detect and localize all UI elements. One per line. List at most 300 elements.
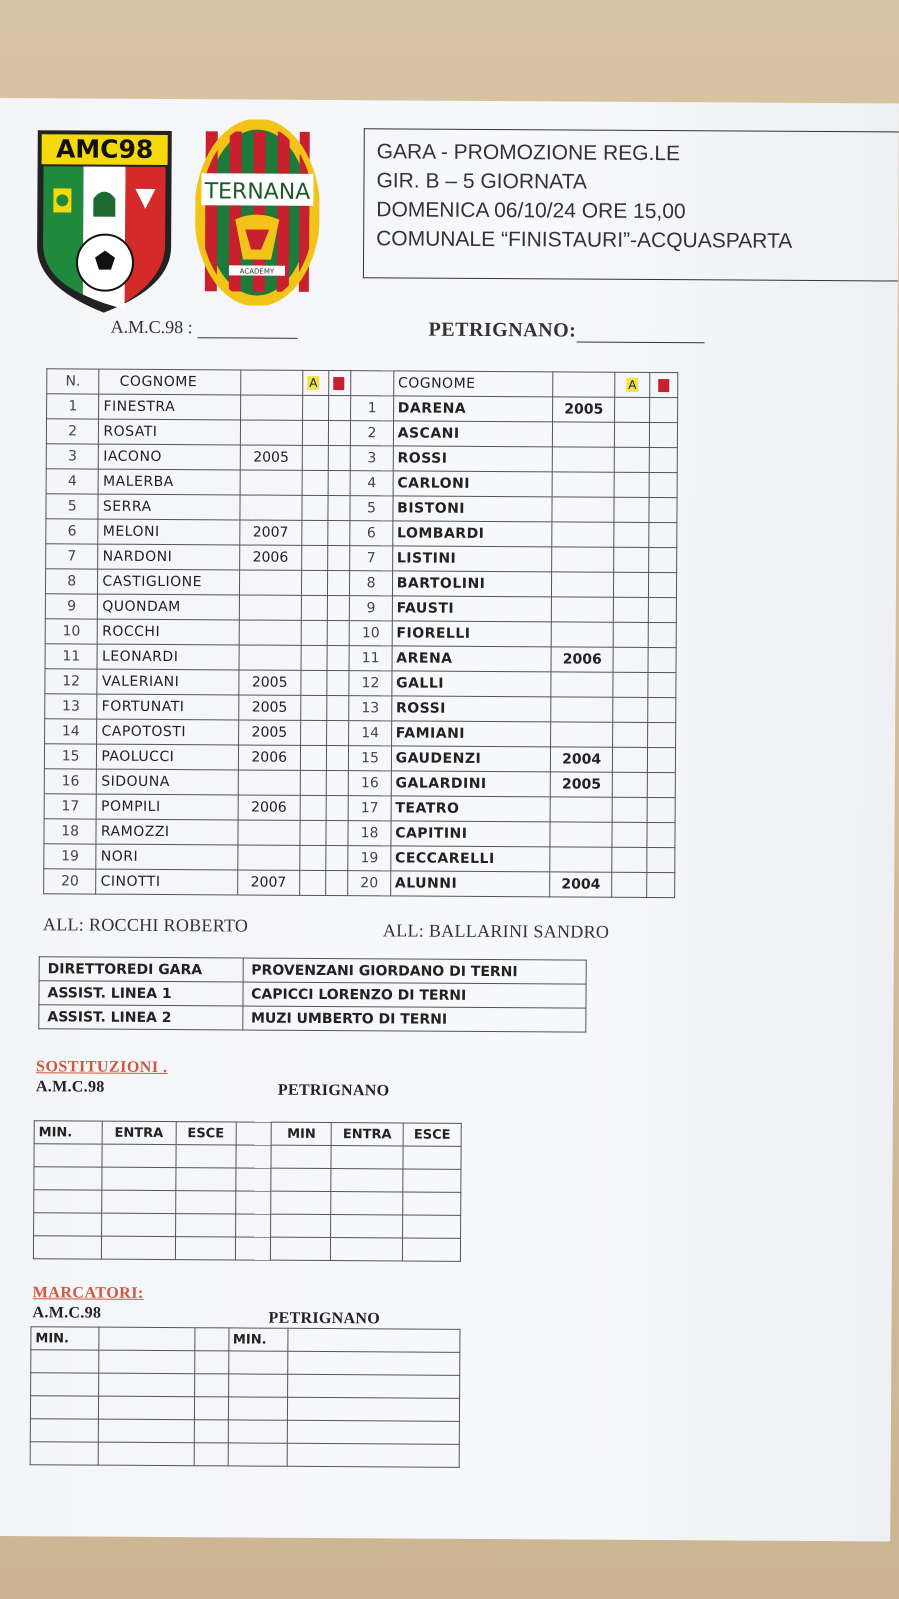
away-player-name: ROSSI [393, 446, 552, 472]
away-player-year [552, 447, 615, 472]
roster-row [44, 794, 675, 823]
away-expulsion-cell [649, 472, 677, 497]
home-warning-cell [301, 720, 327, 745]
away-expulsion-cell [647, 697, 675, 722]
home-player-year: 2006 [239, 545, 302, 570]
header-year-home [240, 370, 303, 395]
away-player-name: LISTINI [392, 546, 551, 572]
away-player-year: 2006 [551, 647, 614, 672]
home-warning-cell [301, 645, 327, 670]
home-player-number: 5 [46, 494, 99, 519]
home-expulsion-cell [327, 671, 349, 696]
away-warning-cell [615, 422, 649, 447]
home-team-name: A.M.C.98 : [110, 316, 193, 338]
home-expulsion-cell [326, 771, 348, 796]
home-warning-cell [302, 420, 328, 445]
roster-row [44, 819, 675, 848]
home-player-number: 2 [46, 419, 99, 444]
home-player-number: 8 [45, 569, 98, 594]
roster-table [43, 368, 678, 898]
away-player-year [551, 672, 614, 697]
away-expulsion-cell [646, 872, 674, 897]
substitutions-cell[interactable] [235, 1168, 271, 1191]
scorers-cell[interactable] [228, 1397, 288, 1420]
home-player-name: CASTIGLIONE [98, 569, 239, 595]
home-player-year: 2005 [238, 720, 301, 745]
away-player-number: 18 [348, 821, 390, 846]
substitutions-cell[interactable] [33, 1236, 101, 1259]
away-player-year [552, 547, 615, 572]
away-player-name: FAMIANI [391, 721, 550, 747]
away-warning-cell [613, 772, 647, 797]
substitutions-row [33, 1236, 460, 1262]
away-warning-cell [615, 447, 649, 472]
roster-row [45, 719, 676, 748]
header-e-away: E [649, 372, 677, 397]
home-player-name: LEONARDI [97, 644, 238, 670]
scorers-cell[interactable] [98, 1373, 194, 1397]
scorers-cell[interactable] [99, 1350, 195, 1374]
scorers-cell[interactable] [228, 1351, 288, 1374]
svg-text:AMC98: AMC98 [55, 134, 154, 164]
away-team-label [429, 319, 705, 344]
scorers-title: MARCATORI: [32, 1284, 144, 1302]
away-player-name: BISTONI [393, 496, 552, 522]
away-player-year [550, 847, 613, 872]
home-warning-cell [301, 595, 327, 620]
scorers-cell[interactable] [194, 1397, 228, 1420]
venue-line: COMUNALE “FINISTAURI”-ACQUASPARTA [376, 227, 793, 253]
home-player-number: 6 [46, 519, 99, 544]
home-expulsion-cell [328, 571, 350, 596]
scorers-row [30, 1396, 459, 1422]
substitutions-header-cell [236, 1122, 272, 1145]
substitutions-cell[interactable] [271, 1214, 331, 1237]
away-player-year: 2005 [552, 397, 615, 422]
substitutions-cell[interactable] [102, 1167, 176, 1190]
home-player-name: IACONO [99, 444, 240, 470]
scorers-cell[interactable] [30, 1442, 98, 1465]
svg-text:ACADEMY: ACADEMY [239, 267, 275, 276]
home-player-number: 10 [45, 619, 98, 644]
home-warning-cell [300, 870, 326, 895]
away-expulsion-cell [648, 672, 676, 697]
roster-row [45, 694, 676, 723]
away-warning-cell [614, 572, 648, 597]
substitutions-cell[interactable] [271, 1168, 331, 1191]
substitutions-cell[interactable] [403, 1169, 461, 1192]
scorers-cell[interactable] [288, 1374, 460, 1398]
home-expulsion-cell [326, 796, 348, 821]
away-warning-cell [612, 847, 646, 872]
official-role: ASSIST. LINEA 2 [39, 1005, 243, 1030]
home-warning-cell [301, 670, 327, 695]
away-expulsion-cell [647, 747, 675, 772]
substitutions-table [33, 1120, 462, 1262]
substitutions-header-cell: ENTRA [102, 1121, 176, 1144]
home-warning-cell [300, 795, 326, 820]
scorers-cell[interactable] [288, 1397, 460, 1421]
substitutions-cell[interactable] [403, 1146, 461, 1169]
away-expulsion-cell [649, 397, 677, 422]
home-expulsion-cell [326, 846, 348, 871]
substitutions-cell[interactable] [235, 1191, 271, 1214]
home-warning-cell [301, 620, 327, 645]
away-warning-cell [615, 472, 649, 497]
substitutions-header-cell: ESCE [403, 1123, 461, 1146]
home-player-year [239, 495, 302, 520]
home-warning-cell [302, 495, 328, 520]
away-player-year [551, 697, 614, 722]
away-player-number: 12 [349, 671, 391, 696]
away-player-year [552, 472, 615, 497]
substitutions-cell[interactable] [402, 1238, 460, 1261]
substitutions-cell[interactable] [271, 1145, 331, 1168]
away-expulsion-cell [649, 497, 677, 522]
home-player-name: CINOTTI [96, 869, 237, 895]
header-number-away [351, 371, 393, 396]
header-year-away [553, 372, 616, 397]
home-player-name: SERRA [98, 494, 239, 520]
competition-line: GARA - PROMOZIONE REG.LE [376, 140, 681, 166]
home-warning-cell [300, 770, 326, 795]
home-player-year: 2005 [238, 670, 301, 695]
home-expulsion-cell [327, 721, 349, 746]
substitutions-row [34, 1144, 461, 1170]
away-player-number: 4 [350, 471, 392, 496]
home-warning-cell [302, 470, 328, 495]
substitutions-header-cell: MIN [271, 1122, 331, 1145]
home-warning-cell [300, 745, 326, 770]
roster-row [44, 769, 675, 798]
home-player-number: 3 [46, 444, 99, 469]
away-warning-cell [614, 522, 648, 547]
roster-row [45, 594, 676, 623]
scorers-header-cell [288, 1328, 460, 1352]
home-player-number: 20 [44, 869, 97, 894]
away-warning-cell [614, 597, 648, 622]
home-player-number: 19 [44, 844, 97, 869]
away-player-year [552, 522, 615, 547]
away-player-name: GALARDINI [391, 771, 550, 797]
home-expulsion-cell [327, 746, 349, 771]
home-player-number: 1 [47, 394, 100, 419]
home-expulsion-cell [329, 396, 351, 421]
away-warning-cell [613, 747, 647, 772]
home-player-name: RAMOZZI [96, 819, 237, 845]
substitutions-cell[interactable] [176, 1168, 236, 1191]
scorers-cell[interactable] [31, 1350, 99, 1373]
away-player-name: FAUSTI [392, 596, 551, 622]
home-expulsion-cell [328, 596, 350, 621]
substitutions-cell[interactable] [403, 1192, 461, 1215]
away-warning-cell [613, 697, 647, 722]
home-warning-cell [300, 845, 326, 870]
substitutions-cell[interactable] [34, 1167, 102, 1190]
away-warning-cell [613, 797, 647, 822]
away-coach: ALL: BALLARINI SANDRO [382, 920, 610, 942]
away-expulsion-cell [647, 822, 675, 847]
home-player-year [239, 595, 302, 620]
away-player-name: DARENA [393, 396, 552, 422]
away-warning-cell [613, 672, 647, 697]
home-player-year: 2007 [237, 870, 300, 895]
home-player-year [240, 420, 303, 445]
away-player-name: FIORELLI [392, 621, 551, 647]
away-warning-cell [614, 622, 648, 647]
substitutions-cell[interactable] [101, 1190, 175, 1213]
away-player-number: 7 [350, 546, 392, 571]
roster-row [46, 494, 677, 523]
home-player-number: 17 [44, 794, 97, 819]
substitutions-cell[interactable] [236, 1145, 272, 1168]
away-player-number: 8 [350, 571, 392, 596]
substitutions-cell[interactable] [271, 1191, 331, 1214]
away-player-number: 19 [348, 846, 390, 871]
home-player-number: 15 [44, 744, 97, 769]
scorers-cell[interactable] [228, 1420, 288, 1443]
away-player-name: LOMBARDI [392, 521, 551, 547]
home-player-number: 4 [46, 469, 99, 494]
home-player-year [237, 845, 300, 870]
scorers-cell[interactable] [228, 1374, 288, 1397]
home-player-year [240, 395, 303, 420]
home-expulsion-cell [326, 871, 348, 896]
home-warning-cell [301, 695, 327, 720]
scorers-cell[interactable] [288, 1443, 460, 1467]
substitutions-cell[interactable] [331, 1169, 403, 1192]
away-player-name: ALUNNI [390, 871, 549, 897]
home-player-year [239, 570, 302, 595]
home-warning-cell [302, 520, 328, 545]
home-expulsion-cell [327, 646, 349, 671]
away-player-number: 14 [349, 721, 391, 746]
home-player-year: 2006 [238, 795, 301, 820]
away-player-year [551, 572, 614, 597]
substitutions-title: SOSTITUZIONI . [36, 1058, 168, 1077]
scorers-cell[interactable] [98, 1419, 194, 1443]
home-player-year [238, 770, 301, 795]
away-player-year [550, 797, 613, 822]
scorers-cell[interactable] [98, 1396, 194, 1420]
away-player-number: 5 [350, 496, 392, 521]
substitutions-cell[interactable] [331, 1215, 403, 1238]
substitutions-cell[interactable] [176, 1145, 236, 1168]
substitutions-row [34, 1167, 461, 1193]
away-warning-cell [612, 872, 646, 897]
away-player-year [552, 497, 615, 522]
home-player-name: QUONDAM [98, 594, 239, 620]
substitutions-away-label: PETRIGNANO [277, 1081, 390, 1100]
substitutions-cell[interactable] [271, 1237, 331, 1260]
roster-row [46, 444, 677, 473]
roster-row [46, 544, 677, 573]
home-player-name: FINESTRA [99, 394, 240, 420]
home-warning-cell [303, 395, 329, 420]
home-player-number: 12 [45, 669, 98, 694]
roster-row [45, 644, 676, 673]
scorers-cell[interactable] [194, 1374, 228, 1397]
home-player-number: 13 [45, 694, 98, 719]
scorers-cell[interactable] [228, 1443, 288, 1466]
away-player-year [551, 597, 614, 622]
away-warning-cell [612, 822, 646, 847]
substitutions-cell[interactable] [331, 1192, 403, 1215]
away-player-name: CECCARELLI [390, 846, 549, 872]
away-player-number: 15 [349, 746, 391, 771]
substitutions-header-cell: MIN. [34, 1121, 102, 1144]
match-sheet [0, 98, 899, 1541]
home-player-number: 9 [45, 594, 98, 619]
home-expulsion-cell [327, 621, 349, 646]
away-expulsion-cell [647, 797, 675, 822]
away-expulsion-cell [648, 572, 676, 597]
date-time-line: DOMENICA 06/10/24 ORE 15,00 [376, 198, 686, 224]
substitutions-header-cell: ESCE [176, 1122, 236, 1145]
away-player-year [550, 822, 613, 847]
scorers-cell[interactable] [31, 1373, 99, 1396]
away-warning-cell [614, 497, 648, 522]
home-player-number: 11 [45, 644, 98, 669]
header-a-home: A [303, 370, 329, 395]
substitutions-header-row [34, 1121, 461, 1147]
home-expulsion-cell [329, 421, 351, 446]
away-player-name: CAPITINI [391, 821, 550, 847]
scorers-header-cell [99, 1327, 195, 1351]
roster-row [44, 869, 675, 898]
substitutions-cell[interactable] [331, 1146, 403, 1169]
official-row [39, 1005, 586, 1032]
home-player-name: POMPILI [97, 794, 238, 820]
scorers-cell[interactable] [98, 1442, 194, 1466]
home-player-name: NARDONI [98, 544, 239, 570]
home-player-year: 2005 [238, 695, 301, 720]
away-player-number: 2 [351, 421, 393, 446]
roster-row [45, 669, 676, 698]
substitutions-cell[interactable] [235, 1237, 271, 1260]
away-expulsion-cell [647, 772, 675, 797]
substitutions-cell[interactable] [175, 1237, 235, 1260]
home-player-number: 18 [44, 819, 97, 844]
home-player-name: MALERBA [98, 469, 239, 495]
home-player-name: VALERIANI [97, 669, 238, 695]
home-player-year [237, 820, 300, 845]
away-expulsion-cell [649, 422, 677, 447]
scorers-header-row [31, 1327, 460, 1353]
roster-row [46, 519, 677, 548]
scorers-cell[interactable] [194, 1420, 228, 1443]
header-number: N. [47, 369, 100, 394]
official-name: PROVENZANI GIORDANO DI TERNI [243, 958, 586, 984]
header-surname-away: COGNOME [393, 371, 552, 397]
substitutions-cell[interactable] [331, 1238, 403, 1261]
scorers-row [31, 1373, 460, 1399]
home-expulsion-cell [326, 821, 348, 846]
substitutions-cell[interactable] [102, 1144, 176, 1167]
home-player-year [239, 620, 302, 645]
scorers-cell[interactable] [288, 1420, 460, 1444]
away-player-name: ROSSI [391, 696, 550, 722]
substitutions-cell[interactable] [175, 1214, 235, 1237]
scorers-cell[interactable] [194, 1443, 228, 1466]
away-player-number: 9 [350, 596, 392, 621]
roster-row [47, 394, 678, 423]
substitutions-cell[interactable] [175, 1191, 235, 1214]
substitutions-cell[interactable] [403, 1215, 461, 1238]
away-player-name: GAUDENZI [391, 746, 550, 772]
home-expulsion-cell [328, 521, 350, 546]
away-player-number: 6 [350, 521, 392, 546]
home-player-name: FORTUNATI [97, 694, 238, 720]
home-player-name: ROCCHI [98, 619, 239, 645]
scorers-cell[interactable] [194, 1351, 228, 1374]
away-player-year [552, 422, 615, 447]
roster-row [46, 419, 677, 448]
substitutions-header-cell: ENTRA [331, 1123, 403, 1146]
away-player-number: 11 [349, 646, 391, 671]
match-info-box [363, 128, 899, 281]
home-warning-cell [300, 820, 326, 845]
away-player-name: CARLONI [393, 471, 552, 497]
away-expulsion-cell [648, 622, 676, 647]
scorers-cell[interactable] [288, 1351, 460, 1375]
away-expulsion-cell [647, 722, 675, 747]
home-player-number: 14 [45, 719, 98, 744]
away-player-number: 16 [349, 771, 391, 796]
home-warning-cell [302, 545, 328, 570]
substitutions-cell[interactable] [34, 1213, 102, 1236]
substitutions-cell[interactable] [101, 1236, 175, 1259]
substitutions-cell[interactable] [235, 1214, 271, 1237]
round-line: GIR. B – 5 GIORNATA [376, 169, 588, 194]
home-expulsion-cell [328, 496, 350, 521]
away-warning-cell [614, 547, 648, 572]
scorers-cell[interactable] [30, 1419, 98, 1442]
roster-row [45, 569, 676, 598]
home-player-year [240, 470, 303, 495]
away-warning-cell [613, 722, 647, 747]
substitutions-cell[interactable] [34, 1144, 102, 1167]
official-name: MUZI UMBERTO DI TERNI [242, 1006, 585, 1032]
away-warning-cell [615, 397, 649, 422]
officials-table [38, 956, 586, 1032]
away-player-number: 3 [351, 446, 393, 471]
substitutions-row [34, 1213, 461, 1239]
official-role: ASSIST. LINEA 1 [39, 981, 243, 1006]
substitutions-cell[interactable] [101, 1213, 175, 1236]
header-e-home: E [329, 371, 351, 396]
home-player-name: PAOLUCCI [97, 744, 238, 770]
scorers-header-cell [194, 1328, 228, 1351]
substitutions-cell[interactable] [34, 1190, 102, 1213]
home-player-year [239, 645, 302, 670]
away-player-name: BARTOLINI [392, 571, 551, 597]
away-player-name: TEATRO [391, 796, 550, 822]
home-player-year: 2005 [240, 445, 303, 470]
away-player-number: 13 [349, 696, 391, 721]
away-expulsion-cell [648, 522, 676, 547]
away-player-number: 10 [350, 621, 392, 646]
home-player-name: NORI [96, 844, 237, 870]
away-expulsion-cell [648, 547, 676, 572]
home-player-year: 2007 [239, 520, 302, 545]
home-player-number: 7 [46, 544, 99, 569]
roster-row [44, 744, 675, 773]
scorers-header-cell: MIN. [31, 1327, 99, 1350]
scorers-cell[interactable] [30, 1396, 98, 1419]
official-role: DIRETTOREDI GARA [39, 957, 243, 982]
away-player-number: 17 [348, 796, 390, 821]
